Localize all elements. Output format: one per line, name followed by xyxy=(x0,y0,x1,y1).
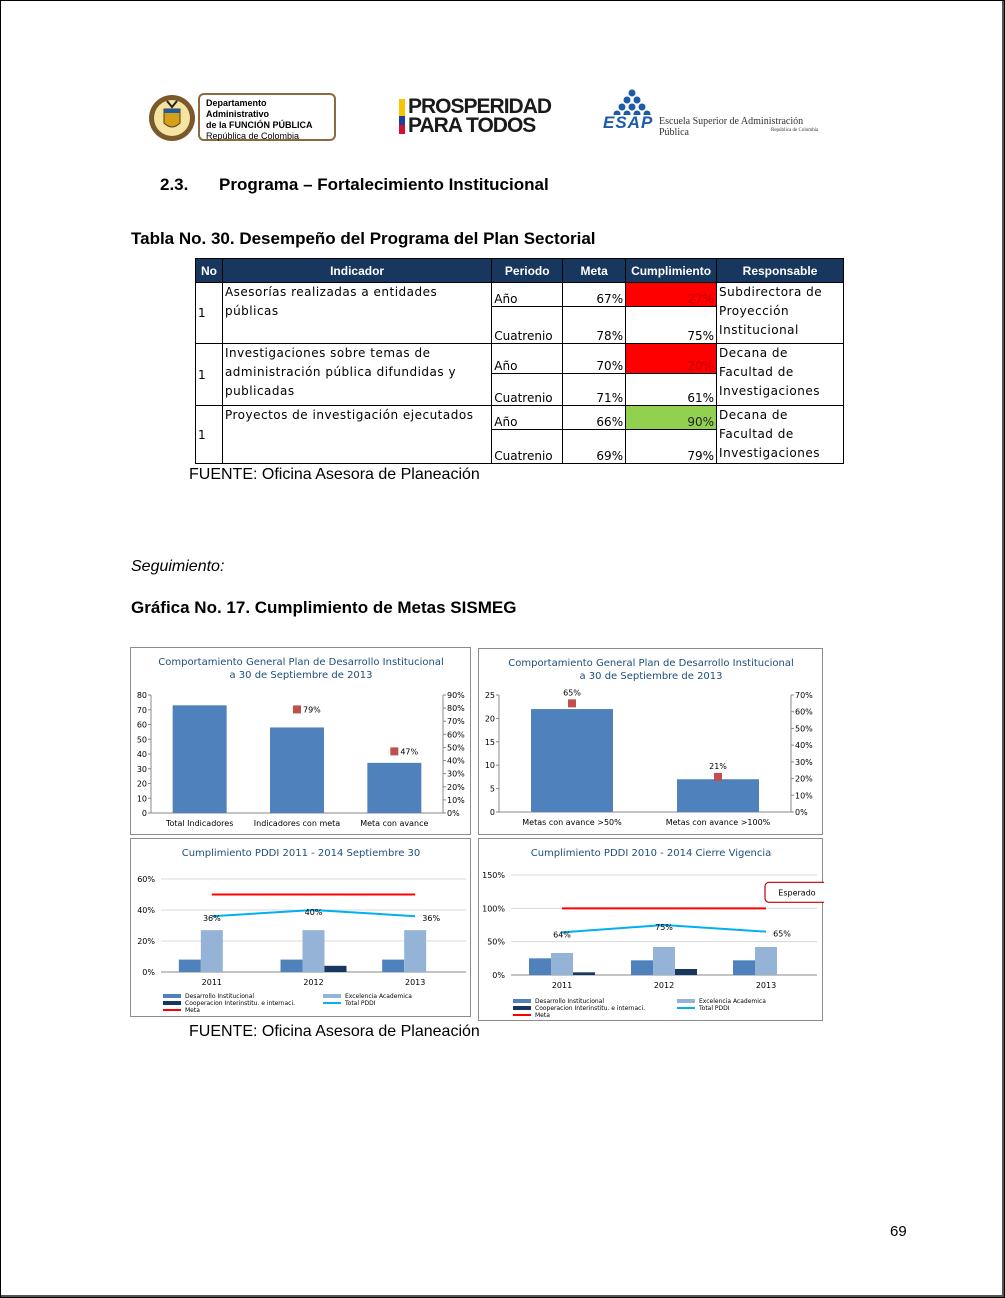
bar xyxy=(631,960,653,975)
x-tick-label: Metas con avance >50% xyxy=(522,818,622,827)
y2-tick-label: 70% xyxy=(795,691,813,700)
chart-title: Cumplimiento PDDI 2010 - 2014 Cierre Vigencia xyxy=(530,848,772,859)
bar xyxy=(179,960,201,972)
esap-logo xyxy=(603,89,833,137)
legend-swatch xyxy=(163,994,181,998)
y2-tick-label: 20% xyxy=(795,774,813,784)
goal-cell: 66% xyxy=(563,406,626,430)
y-tick-label: 25 xyxy=(484,691,495,700)
dafp-logo xyxy=(148,92,338,144)
y-tick-label: 70 xyxy=(136,705,147,715)
compliance-cell: 27% xyxy=(626,283,717,307)
legend-label: Total PDDI xyxy=(345,1000,376,1007)
y-tick-label: 10 xyxy=(136,794,147,804)
bar xyxy=(529,958,551,975)
row-number: 1 xyxy=(196,406,223,464)
data-label: 65% xyxy=(563,688,581,698)
y-tick-label: 20 xyxy=(136,779,147,789)
table-row xyxy=(196,344,844,374)
percent-marker xyxy=(714,773,722,781)
x-tick-label: 2011 xyxy=(201,978,223,987)
table-row xyxy=(196,406,844,430)
bar xyxy=(173,705,227,813)
goal-cell: 70% xyxy=(563,344,626,374)
legend-label: Cooperacion Interinstitu. e internaci. xyxy=(185,1000,296,1007)
responsible-cell: Decana de Facultad de Investigaciones xyxy=(717,344,844,406)
legend-swatch xyxy=(163,1001,181,1005)
annotation-label: Esperado xyxy=(778,888,816,898)
follow-up-label: Seguimiento: xyxy=(131,558,225,575)
goal-cell: 69% xyxy=(563,430,626,464)
x-tick-label: 2013 xyxy=(404,978,426,987)
y2-tick-label: 40% xyxy=(795,741,813,751)
legend-swatch xyxy=(513,1006,531,1010)
y-tick-label: 15 xyxy=(484,737,495,747)
bar xyxy=(303,930,325,972)
chart-subtitle: a 30 de Septiembre de 2013 xyxy=(229,670,373,681)
y-tick-label: 20% xyxy=(137,937,155,946)
responsible-cell: Subdirectora de Proyección Institucional xyxy=(717,283,844,344)
bar xyxy=(270,727,324,813)
bar xyxy=(201,930,223,972)
y2-tick-label: 80% xyxy=(447,704,465,714)
chart-title: Comportamiento General Plan de Desarrollo Institucional xyxy=(508,658,794,669)
y-tick-label: 0% xyxy=(492,971,505,980)
row-number: 1 xyxy=(196,344,223,406)
chart-title: Cumplimiento PDDI 2011 - 2014 Septiembre 30 xyxy=(181,848,421,859)
data-label: 40% xyxy=(304,908,323,917)
y2-tick-label: 0% xyxy=(447,809,460,818)
y-tick-label: 60% xyxy=(137,875,155,884)
bar xyxy=(325,966,347,972)
y2-tick-label: 50% xyxy=(447,743,465,753)
header-cell: Responsable xyxy=(717,259,844,283)
data-label: 47% xyxy=(400,747,419,757)
legend-swatch xyxy=(513,999,531,1003)
y-tick-label: 40% xyxy=(137,906,155,915)
dafp-text-box xyxy=(198,93,336,141)
dafp-line2: de la FUNCIÓN PÚBLICA xyxy=(206,120,313,130)
compliance-cell: 20% xyxy=(626,344,717,374)
header-cell: Meta xyxy=(563,259,626,283)
legend-label: Cooperacion Interinstitu. e internaci. xyxy=(535,1005,646,1012)
y2-tick-label: 10% xyxy=(447,795,465,805)
y-tick-label: 5 xyxy=(489,784,495,794)
esap-subtitle: República de Colombia xyxy=(771,128,819,133)
prosperidad-line2: PARA TODOS xyxy=(408,114,536,137)
y-tick-label: 50 xyxy=(136,735,147,745)
bar xyxy=(573,972,595,975)
dafp-line3: República de Colombia xyxy=(206,131,300,141)
colombia-flag-icon xyxy=(399,99,405,134)
indicator-cell: Asesorías realizadas a entidades públicas xyxy=(222,283,491,344)
data-label: 64% xyxy=(553,930,571,940)
period-cell: Cuatrenio xyxy=(492,374,563,406)
table-source: FUENTE: Oficina Asesora de Planeación xyxy=(189,466,480,483)
chart-pddi-2011-2014 xyxy=(131,839,472,1018)
x-tick-label: Meta con avance xyxy=(360,819,429,828)
chart-panel-3 xyxy=(130,838,471,1017)
table-header-row xyxy=(196,259,844,283)
bar xyxy=(531,709,613,812)
y-tick-label: 80 xyxy=(136,691,147,700)
data-label: 75% xyxy=(655,923,673,932)
bar xyxy=(677,779,759,812)
legend-swatch xyxy=(677,999,695,1003)
period-cell: Cuatrenio xyxy=(492,430,563,464)
period-cell: Año xyxy=(492,283,563,307)
esap-dots-icon xyxy=(607,89,657,115)
y-tick-label: 0 xyxy=(141,809,147,818)
y2-tick-label: 70% xyxy=(447,717,465,727)
x-tick-label: Indicadores con meta xyxy=(253,819,341,828)
page-number: 69 xyxy=(890,1223,907,1240)
bar xyxy=(653,947,675,975)
chart-panel-2 xyxy=(478,648,823,835)
table-row xyxy=(196,283,844,307)
y-tick-label: 20 xyxy=(484,714,495,724)
header-cell: Indicador xyxy=(222,259,491,283)
esap-name: Escuela Superior de Administración Pública xyxy=(659,116,804,138)
chart-panel-1 xyxy=(130,647,471,835)
table-title: Tabla No. 30. Desempeño del Programa del Plan Sectorial xyxy=(131,229,596,248)
period-cell: Cuatrenio xyxy=(492,307,563,344)
responsible-cell: Decana de Facultad de Investigaciones xyxy=(717,406,844,464)
header-cell: Cumplimiento xyxy=(626,259,717,283)
section-title: Programa – Fortalecimiento Institucional xyxy=(219,175,549,194)
section-number: 2.3. xyxy=(160,175,189,194)
bar xyxy=(675,969,697,975)
bar xyxy=(733,960,755,975)
y2-tick-label: 60% xyxy=(447,730,465,740)
colombia-seal-icon xyxy=(148,92,196,144)
esap-acronym: ESAP xyxy=(603,113,654,132)
prosperidad-logo xyxy=(399,97,551,137)
legend-label: Desarrollo Institucional xyxy=(185,993,255,1000)
chart-title: Comportamiento General Plan de Desarrollo Institucional xyxy=(158,657,444,668)
data-label: 21% xyxy=(709,761,727,771)
y2-tick-label: 90% xyxy=(447,691,465,700)
compliance-cell: 61% xyxy=(626,374,717,406)
y-tick-label: 150% xyxy=(482,871,505,880)
compliance-cell: 79% xyxy=(626,430,717,464)
y2-tick-label: 20% xyxy=(447,782,465,792)
legend-label: Total PDDI xyxy=(699,1005,730,1012)
row-number: 1 xyxy=(196,283,223,344)
indicator-cell: Investigaciones sobre temas de administración pública difundidas y publicadas xyxy=(222,344,491,406)
goal-cell: 71% xyxy=(563,374,626,406)
period-cell: Año xyxy=(492,406,563,430)
bar xyxy=(551,953,573,975)
x-tick-label: 2011 xyxy=(551,981,573,990)
y-tick-label: 50% xyxy=(487,937,505,947)
performance-table xyxy=(195,258,844,464)
y2-tick-label: 30% xyxy=(447,769,465,779)
chart-plan-desarrollo-general xyxy=(131,648,472,836)
bar xyxy=(281,960,303,972)
compliance-cell: 90% xyxy=(626,406,717,430)
y2-tick-label: 40% xyxy=(447,756,465,766)
bar xyxy=(755,947,777,975)
chart-pddi-2010-2014 xyxy=(479,839,824,1022)
y-tick-label: 40 xyxy=(136,750,147,759)
percent-marker xyxy=(568,699,576,707)
percent-marker xyxy=(390,747,398,755)
legend-label: Meta xyxy=(185,1007,200,1014)
bar xyxy=(404,930,426,972)
data-label: 36% xyxy=(202,914,221,924)
goal-cell: 78% xyxy=(563,307,626,344)
goal-cell: 67% xyxy=(563,283,626,307)
y2-tick-label: 50% xyxy=(795,724,813,734)
y-tick-label: 10 xyxy=(484,761,495,771)
chart-source: FUENTE: Oficina Asesora de Planeación xyxy=(189,1023,480,1040)
y-tick-label: 0% xyxy=(142,968,155,977)
chart-subtitle: a 30 de Septiembre de 2013 xyxy=(579,671,723,682)
prosperidad-line1: PROSPERIDAD xyxy=(408,95,552,118)
indicator-cell: Proyectos de investigación ejecutados xyxy=(222,406,491,464)
x-tick-label: Total Indicadores xyxy=(165,819,234,828)
y2-tick-label: 0% xyxy=(795,808,808,817)
percent-marker xyxy=(293,705,301,713)
y2-tick-label: 60% xyxy=(795,707,813,717)
y-tick-label: 30 xyxy=(136,764,147,774)
chart-metas-avance xyxy=(479,649,824,836)
data-label: 36% xyxy=(422,914,441,924)
dafp-line1: Departamento Administrativo xyxy=(206,98,270,119)
period-cell: Año xyxy=(492,344,563,374)
y-tick-label: 100% xyxy=(482,904,505,914)
header-cell: Periodo xyxy=(492,259,563,283)
y-tick-label: 60 xyxy=(136,720,147,730)
x-tick-label: 2013 xyxy=(755,981,777,990)
chart-figure-title: Gráfica No. 17. Cumplimiento de Metas SISMEG xyxy=(131,598,517,617)
header-cell: No xyxy=(196,259,223,283)
y2-tick-label: 10% xyxy=(795,791,813,801)
legend-label: Meta xyxy=(535,1012,550,1019)
data-label: 79% xyxy=(303,705,321,715)
legend-swatch xyxy=(323,994,341,998)
bar xyxy=(367,763,421,813)
x-tick-label: 2012 xyxy=(303,978,324,987)
x-tick-label: Metas con avance >100% xyxy=(665,818,771,827)
y2-tick-label: 30% xyxy=(795,757,813,767)
compliance-cell: 75% xyxy=(626,307,717,344)
y-tick-label: 0 xyxy=(489,808,495,817)
legend-label: Excelencia Academica xyxy=(699,998,766,1005)
legend-label: Excelencia Academica xyxy=(345,993,412,1000)
chart-panel-4 xyxy=(478,838,823,1021)
x-tick-label: 2012 xyxy=(653,981,675,990)
legend-label: Desarrollo Institucional xyxy=(535,998,605,1005)
bar xyxy=(382,960,404,972)
data-label: 65% xyxy=(773,929,791,939)
